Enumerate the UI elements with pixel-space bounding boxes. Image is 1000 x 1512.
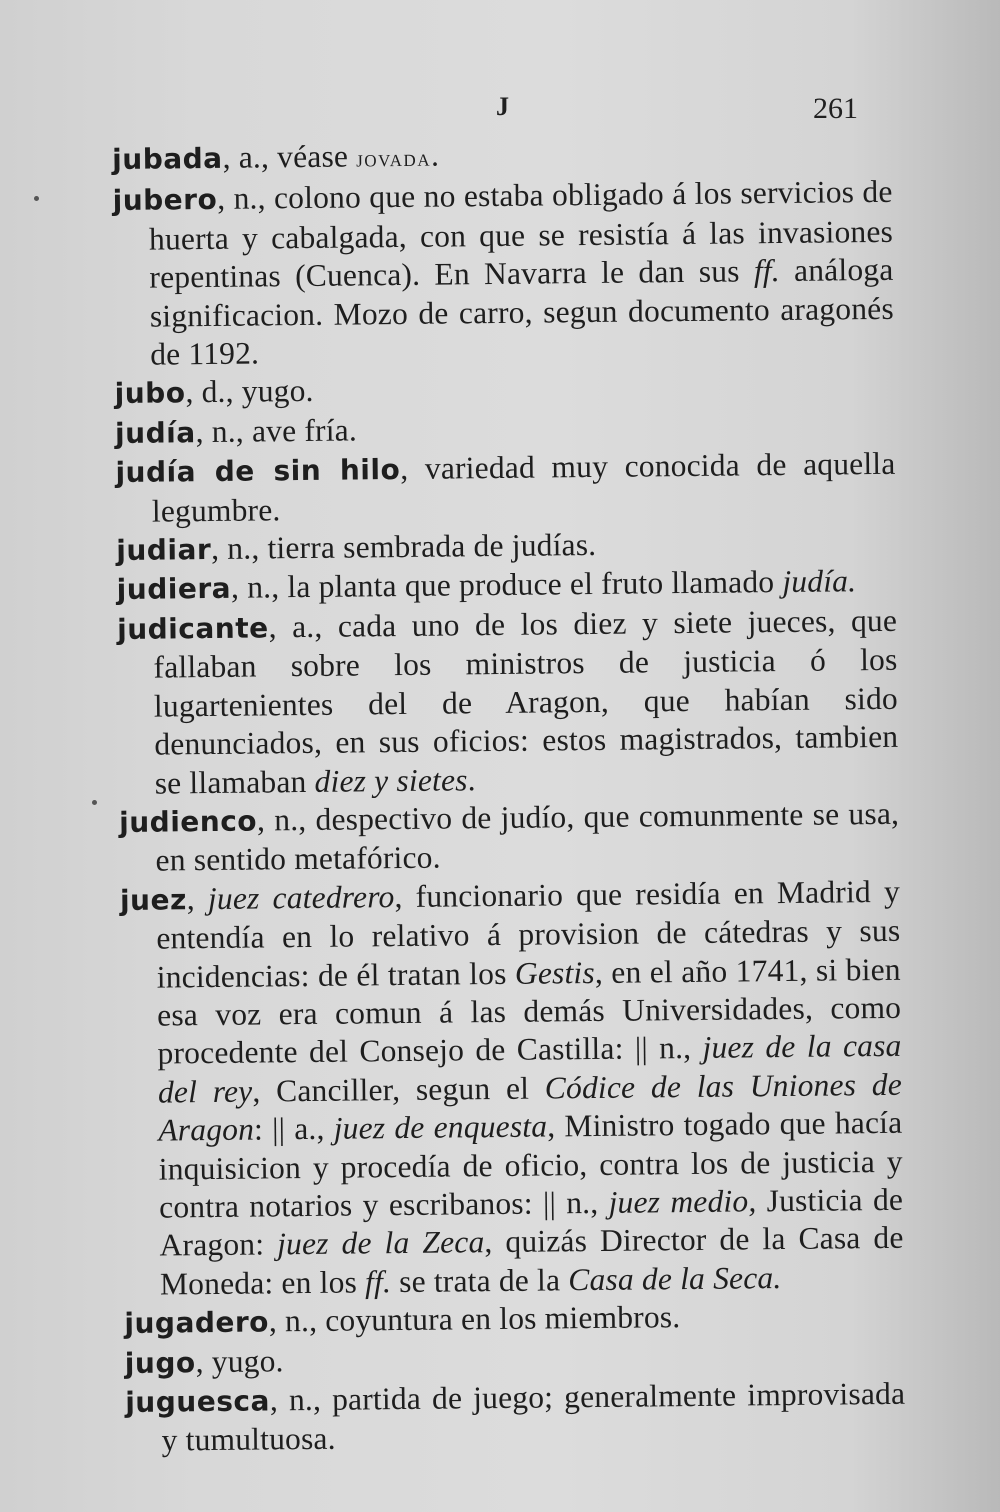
italic-term: ff. (364, 1263, 392, 1300)
headword: jugadero (124, 1305, 270, 1341)
entry-text: análoga significacion. Mozo de carro, segun documento aragonés de 1192. (149, 252, 894, 372)
italic-term: juez de la Zeca (276, 1224, 485, 1262)
entry-text: . (430, 137, 440, 173)
entry-text: , n., colono que no estaba obligado á los servicios de huerta y cabalgada, con que se resistía á las invasiones repentinas (Cuenca). En Navarra le dan sus (148, 174, 894, 295)
entry-text: , n., ave fría. (195, 412, 358, 449)
italic-term: diez y sietes (314, 761, 468, 799)
entry-judienco (119, 795, 900, 881)
headword: judiar (116, 533, 212, 568)
italic-term: Casa de la Seca. (568, 1259, 782, 1298)
entry-text: , n., la planta que produce el fruto llamado (230, 564, 783, 606)
headword: judienco (118, 804, 258, 839)
headword: judiera (116, 572, 232, 607)
running-head (0, 92, 1000, 132)
headword: judicante (116, 611, 269, 646)
italic-term: Gestis (514, 954, 596, 991)
entry-text: , n., despectivo de judío, que comunmente se usa, en sentido metafórico. (155, 795, 900, 878)
entry-text: , Ministro togado que hacía inquisicion y procedía de oficio, contra los de justicia y contra notarios y escribanos: || n., (158, 1104, 903, 1225)
italic-term: Códice de las Uniones de Aragon (158, 1066, 903, 1148)
page-number: 261 (813, 92, 858, 125)
entry-text: , (186, 880, 209, 916)
entry-text: , funcionario que residía en Madrid y entendía en lo relativo á provision de cátedras y sus incidencias: de él tratan los (156, 873, 901, 995)
entry-text: , en el año 1741, si bien esa voz era comun á las demás Universidades, como procedente del Consejo de Castilla: || n., (156, 951, 902, 1071)
print-speck (92, 800, 97, 805)
italic-term: juez medio, (608, 1183, 757, 1220)
entry-text: , d., yugo. (185, 373, 314, 410)
headword: juguesca (125, 1384, 271, 1419)
headword: juez (119, 882, 187, 917)
entry-text: , a., véase (222, 138, 357, 175)
italic-term: juez de la casa del rey (157, 1028, 902, 1110)
italic-term: juez de enquesta (333, 1108, 548, 1146)
entry-text: , n., tierra sembrada de judías. (210, 527, 597, 567)
cross-reference: jovada (356, 145, 432, 173)
entry-text: se trata de la (390, 1262, 569, 1299)
entry-juez (120, 873, 904, 1305)
entry-text: , n., partida de juego; generalmente improvisada y tumultuosa. (161, 1375, 906, 1458)
headword: judía (114, 415, 196, 450)
entry-text: , n., coyuntura en los miembros. (268, 1299, 681, 1339)
italic-term: ff. (753, 253, 781, 289)
headword: judía de sin hilo (115, 453, 401, 490)
headword: jugo (124, 1345, 196, 1380)
entry-text: : || a., (253, 1110, 334, 1147)
section-letter: J (496, 92, 509, 121)
entry-text: . (467, 761, 476, 797)
entry-text: , yugo. (195, 1342, 284, 1379)
headword: jubo (114, 376, 186, 411)
entry-text: , a., cada uno de los diez y siete jueces, que fallaban sobre los ministros de justicia ó los lugartenientes del de Aragon, que habían sido denunciados, en sus oficios: estos magistrados, tambien se llamaban (153, 602, 899, 801)
headword: jubada (112, 141, 223, 176)
italic-term: judía. (782, 563, 857, 600)
headword: jubero (112, 183, 218, 218)
entry-juguesca (125, 1375, 906, 1461)
entry-jubero (112, 173, 894, 374)
entry-text: , variedad muy conocida de aquella legumbre. (151, 446, 896, 529)
entry-text: Justicia de Aragon: (159, 1181, 904, 1263)
entry-judicante (117, 602, 899, 803)
entry-text: , quizás Director de la Casa de Moneda: en los (159, 1220, 904, 1302)
italic-term: juez catedrero (207, 878, 395, 916)
print-speck (34, 196, 39, 201)
dictionary-entries (112, 132, 906, 1461)
entry-judia-de-sin-hilo (115, 445, 896, 531)
entry-text: , Canciller, segun el (252, 1070, 546, 1109)
